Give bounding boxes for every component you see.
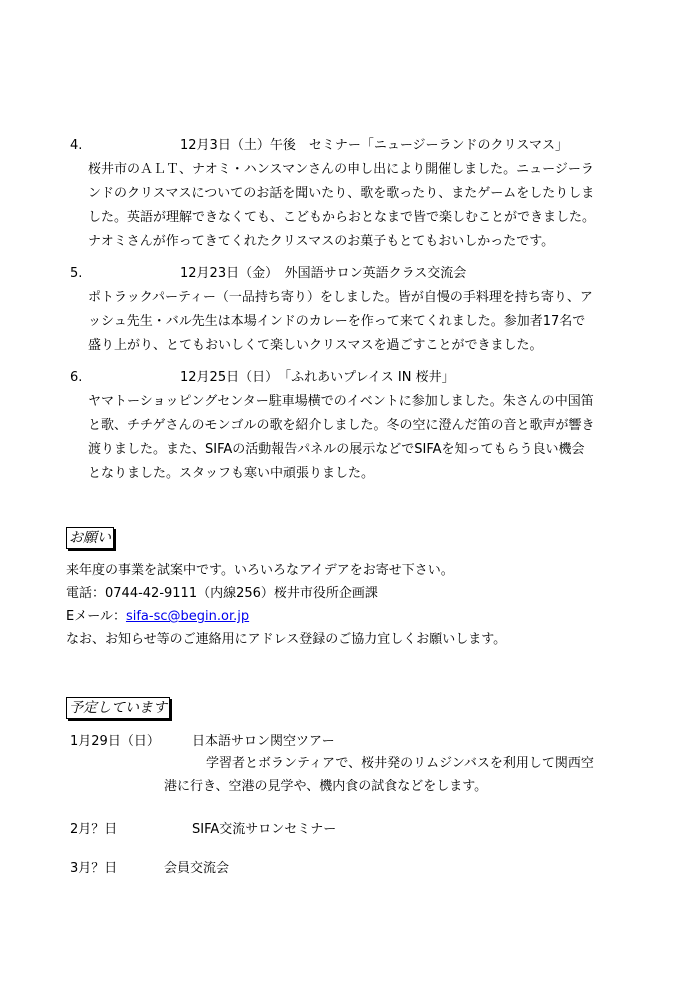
body-line: 桜井市のＡＬＴ、ナオミ・ハンスマンさんの申し出により開催しました。ニュージーラ — [88, 162, 594, 177]
body-line: と歌、チチゲさんのモンゴルの歌を紹介しました。冬の空に澄んだ笛の音と歌声が響き — [88, 418, 595, 433]
item-heading: 12月25日（日） 「ふれあいプレイス IN 桜井」 — [180, 370, 455, 385]
email-label: Eメール： — [66, 609, 126, 624]
event-name: 会員交流会 — [164, 861, 230, 876]
request-line: 来年度の事業を試案中です。いろいろなアイデアをお寄せ下さい。 — [66, 563, 454, 578]
event-detail: 学習者とボランティアで、桜井発のリムジンバスを利用して関西空 — [206, 756, 594, 771]
item-heading: 12月3日（土）午後 セミナー「ニュージーランドのクリスマス」 — [180, 138, 569, 153]
body-line: ポトラックパーティー（一品持ち寄り）をしました。皆が自慢の手料理を持ち寄り、ア — [88, 290, 593, 305]
event-date: 3月？日 — [70, 861, 118, 876]
body-line: 盛り上がり、とてもおいしくて楽しいクリスマスを過ごすことができました。 — [88, 338, 543, 353]
event-detail: 港に行き、空港の見学や、機内食の試食などをします。 — [164, 779, 488, 794]
body-line: した。英語が理解できなくても、こどもからおとなまで皆で楽しむことができました。 — [88, 210, 596, 225]
item-number: 4. — [70, 138, 83, 153]
item-body — [88, 390, 644, 486]
item-number: 5. — [70, 266, 83, 281]
item-heading: 12月23日（金） 外国語サロン英語クラス交流会 — [180, 266, 467, 281]
event-date: 2月？日 — [70, 822, 118, 837]
request-note: なお、お知らせ等のご連絡用にアドレス登録のご協力宜しくお願いします。 — [66, 632, 507, 647]
email-link[interactable]: sifa-sc@begin.or.jp — [125, 609, 250, 624]
event-date: 1月29日（日） — [70, 734, 160, 749]
schedule-section-title: 予定しています — [66, 697, 170, 719]
event-name: SIFA交流サロンセミナー — [192, 822, 337, 837]
body-line: ナオミさんが作ってきてくれたクリスマスのお菓子もとてもおいしかったです。 — [88, 234, 555, 249]
body-line: となりました。スタッフも寒い中頑張りました。 — [88, 466, 375, 481]
item-body — [88, 286, 644, 358]
body-line: ンドのクリスマスについてのお話を聞いたり、歌を歌ったり、またゲームをしたりしま — [88, 186, 595, 201]
body-line: ッシュ先生・バル先生は本場インドのカレーを作って来てくれました。参加者17名で — [88, 314, 586, 329]
request-section-title: お願い — [66, 527, 114, 549]
body-line: ヤマトーショッピングセンター駐車場横でのイベントに参加しました。朱さんの中国笛 — [88, 394, 594, 409]
item-number: 6. — [70, 370, 83, 385]
item-body — [88, 158, 644, 254]
body-line: 渡りました。また、SIFAの活動報告パネルの展示などでSIFAを知ってもらう良い機会 — [88, 442, 585, 457]
contact-email-row — [66, 605, 249, 629]
event-name: 日本語サロン関空ツアー — [192, 734, 335, 749]
contact-phone: 電話：0744-42-9111（内線256）桜井市役所企画課 — [66, 586, 378, 601]
